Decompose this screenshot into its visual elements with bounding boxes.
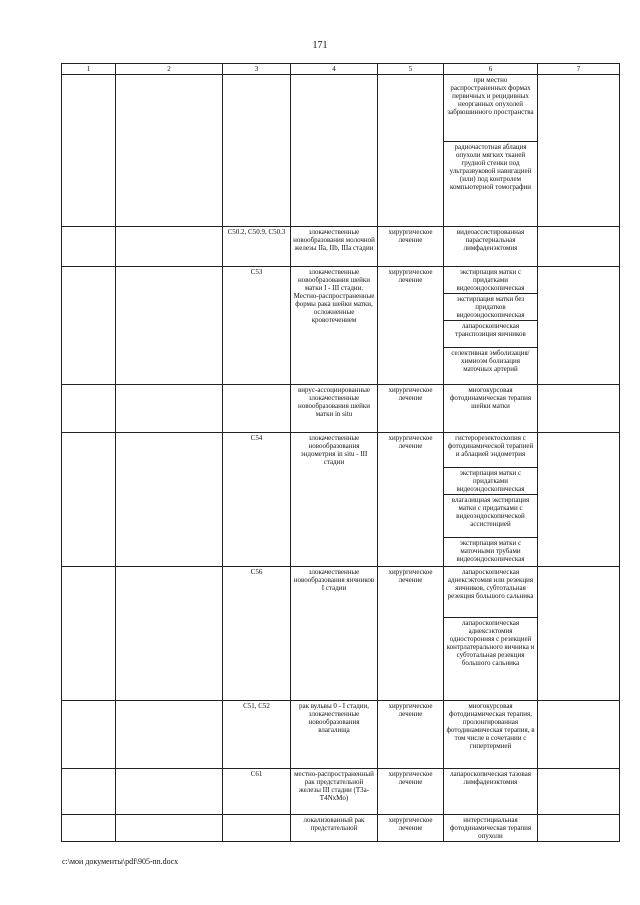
treatment-cell: хирургическое лечение [378, 267, 444, 385]
column-header: 7 [538, 64, 620, 75]
column-header: 2 [116, 64, 223, 75]
icd-code-cell: C61 [223, 769, 291, 815]
icd-code-cell: C51, C52 [223, 701, 291, 769]
method-text: экстирпация матки с маточными трубами видеоэндоскопическая [444, 537, 537, 563]
method-cell: многокурсовая фотодинамическая терапия шейки матки [444, 385, 538, 433]
treatment-cell: хирургическое лечение [378, 385, 444, 433]
icd-code-cell: C56 [223, 567, 291, 701]
method-text: гистерорезектоскопия с фотодинамической терапией и аблацией эндометрия [447, 434, 534, 458]
treatment-cell: хирургическое лечение [378, 227, 444, 267]
method-text: при местно распространенных формах первичных и рецидивных неорганных опухолей забрюшинного пространства [447, 76, 534, 116]
diagnosis-cell: злокачественные новообразования молочной железы IIa, IIb, IIIa стадии [291, 227, 378, 267]
method-cell [444, 267, 538, 385]
diagnosis-cell: локализованный рак предстательной [291, 815, 378, 842]
treatment-cell: хирургическое лечение [378, 433, 444, 567]
method-text: лапароскопическая аднексэктомия односторонняя с резекцией контрлатерального яичника и субтотальная резекция большого сальника [444, 617, 537, 667]
method-text: влагалищная экстирпация матки с придатками с видеоэндоскопической ассистенцией [444, 494, 537, 536]
table-row [62, 267, 620, 385]
table-row [62, 701, 620, 769]
diagnosis-cell: злокачественные новообразования яичников I стадии [291, 567, 378, 701]
file-path-footer: c:\мои документы\pdf\905-nn.docx [62, 857, 179, 866]
column-header: 6 [444, 64, 538, 75]
method-text: лапароскопическая аднексэктомия или резекция яичников, субтотальная резекция большого сальника [447, 568, 534, 600]
table-header-row [62, 64, 620, 75]
method-cell [444, 567, 538, 701]
icd-code-cell: C50.2, C50.9, C50.3 [223, 227, 291, 267]
method-text: экстирпация матки без придатков видеоэндоскопическая [444, 293, 537, 319]
table-row [62, 227, 620, 267]
method-cell [444, 433, 538, 567]
treatment-cell: хирургическое лечение [378, 701, 444, 769]
method-text: лапароскопическая транспозиция яичников [444, 320, 537, 346]
procedures-table [61, 63, 620, 842]
method-text: селективная эмболизация/химиоэм болизация маточных артерий [444, 347, 537, 373]
column-header: 3 [223, 64, 291, 75]
icd-code-cell: C53 [223, 267, 291, 385]
column-header: 1 [62, 64, 116, 75]
icd-code-cell: C54 [223, 433, 291, 567]
treatment-cell: хирургическое лечение [378, 815, 444, 842]
method-text: радиочастотная аблация опухоли мягких тканей грудной стенки под ультразвуковой навигацией (или) под контролем компьютерной томографии [444, 141, 537, 191]
method-text: экстирпация матки с придатками видеоэндоскопическая [444, 467, 537, 493]
table-row [62, 433, 620, 567]
table-row [62, 815, 620, 842]
method-text: экстирпация матки с придатками видеоэндоскопическая [456, 268, 525, 292]
diagnosis-cell: злокачественные новообразования шейки матки I - III стадии. Местно-распространенные формы рака шейки матки, осложненные кровотечением [291, 267, 378, 385]
table-row [62, 385, 620, 433]
column-header: 5 [378, 64, 444, 75]
table-row [62, 75, 620, 227]
table-row [62, 769, 620, 815]
treatment-cell: хирургическое лечение [378, 769, 444, 815]
diagnosis-cell: рак вульвы 0 - I стадии, злокачественные новообразования влагалища [291, 701, 378, 769]
method-cell: видеоассистированная парастернальная лимфаденэктомия [444, 227, 538, 267]
column-header: 4 [291, 64, 378, 75]
method-cell: многокурсовая фотодинамическая терапия, пролонгированная фотодинамическая терапия, в том числе в сочетании с гипертермией [444, 701, 538, 769]
diagnosis-cell: злокачественные новообразования эндометрия in situ - III стадии [291, 433, 378, 567]
table-row [62, 567, 620, 701]
diagnosis-cell: вирус-ассоциированные злокачественные новообразования шейки матки in situ [291, 385, 378, 433]
method-cell: лапароскопическая тазовая лимфаденэктомия [444, 769, 538, 815]
method-cell [444, 75, 538, 227]
treatment-cell: хирургическое лечение [378, 567, 444, 701]
method-cell: интерстициальная фотодинамическая терапия опухоли [444, 815, 538, 842]
page-number: 171 [312, 40, 328, 51]
diagnosis-cell: местно-распространенный рак предстательной железы III стадии (T3a-T4NxMo) [291, 769, 378, 815]
